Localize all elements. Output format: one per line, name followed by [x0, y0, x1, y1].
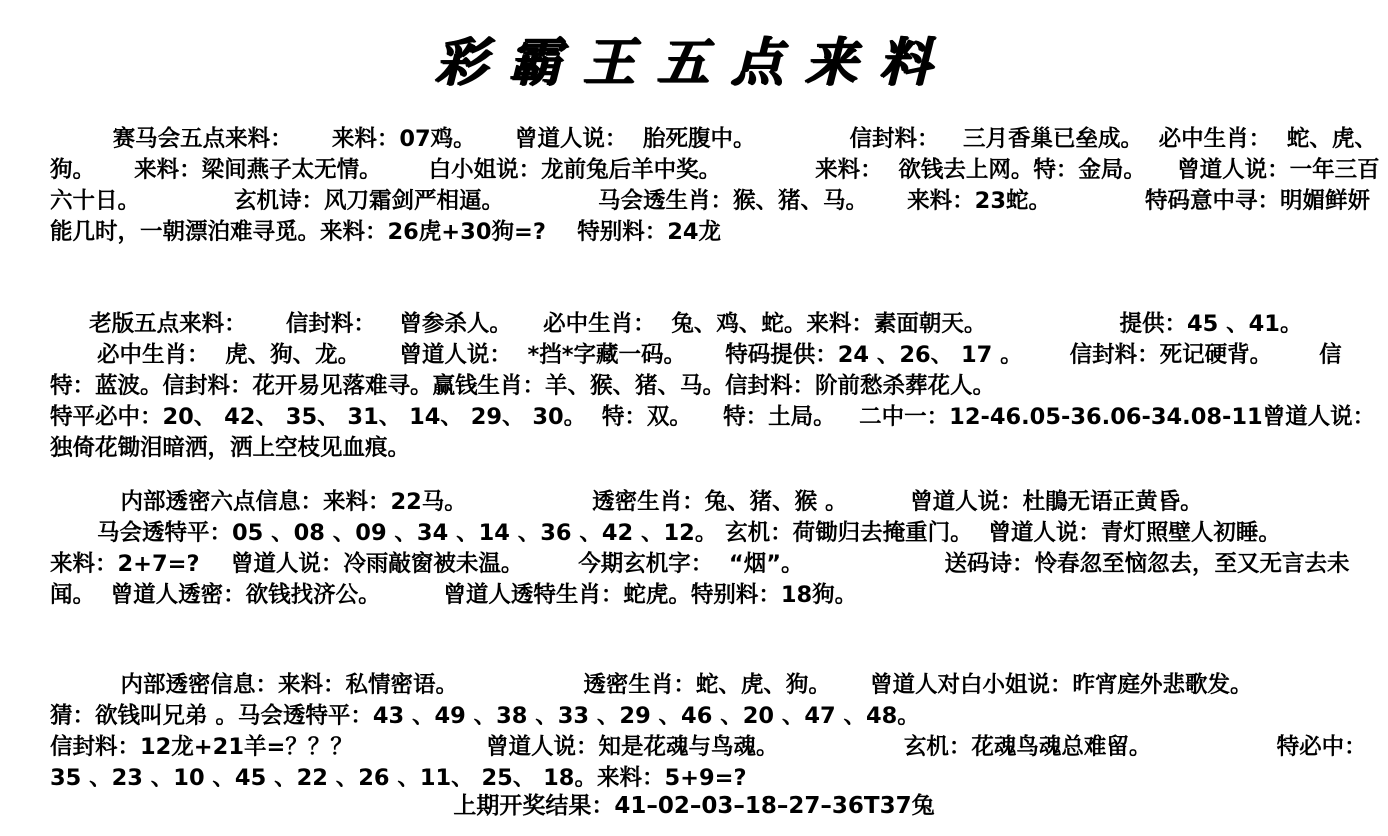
section-neibu-six: 内部透密六点信息：来料：22马。 透密生肖：兔、猪、猴 。 曾道人说：杜鵑无语正黄昏。 马会透特平：05 、08 、09 、34 、14 、36 、42 、12。 玄机：荷锄归去掩重门。 曾道人说：青灯照壁人初睡。 来料：2+7=? 曾道人说：冷雨敲窗被未温。 今期玄机字： “烟”。 送码诗：怜春忽至恼忽去，至又无言去未闻。 曾道人透密：欲钱找济公。 曾道人透特生肖：蛇虎。特别料：18狗。	[50, 489, 1350, 608]
section-saimahui: 赛马会五点来料： 来料：07鸡。 曾道人说： 胎死腹中。 信封料： 三月香巢已垒成。 必中生肖： 蛇、虎、狗。 来料：梁间燕子太无情。 白小姐说：龙前兔后羊中奖。 来料： 欲钱去上网。特：金局。 曾道人说：一年三百六十日。 玄机诗：风刀霜剑严相逼。 马会透生肖：猴、猪、马。 来料：23蛇。 特码意中寻：明媚鲜妍能几时，一朝漂泊难寻觅。来料：26虎+30狗=? 特别料：24龙	[50, 126, 1380, 245]
section-neibu: 内部透密信息：来料：私情密语。 透密生肖：蛇、虎、狗。 曾道人对白小姐说：昨宵庭外悲歌发。 猜：欲钱叫兄弟 。马会透特平：43 、49 、38 、33 、29 、46 、20 、47 、48。 信封料：12龙+21羊=？？？ 曾道人说：知是花魂与鸟魂。 玄机：花魂鸟魂总难留。 特必中： 35 、23 、10 、45 、22 、26 、11、 25、 18。来料：5+9=?	[50, 672, 1367, 791]
page-title: 彩霸王五点来料	[434, 32, 953, 93]
previous-result: 上期开奖结果：41–02–03–18–27–36T37兔	[453, 793, 935, 819]
section-laoban: 老版五点来料： 信封料： 曾参杀人。 必中生肖： 兔、鸡、蛇。来料：素面朝天。 提供：45 、41。 必中生肖： 虎、狗、龙。 曾道人说： *挡*字藏一码。 特码提供：24 、26、 17 。 信封料：死记硬背。 信特：蓝波。信封料：花开易见落难寻。赢钱生肖：羊、猴、猪、马。信封料：阶前愁杀葬花人。 特平必中：20、 42、 35、 31、 14、 29、 30。 特：双。 特：土局。 二中一：12-46.05-36.06-34.08-11曾道人说：独倚花锄泪暗洒，洒上空枝见血痕。	[50, 311, 1376, 461]
